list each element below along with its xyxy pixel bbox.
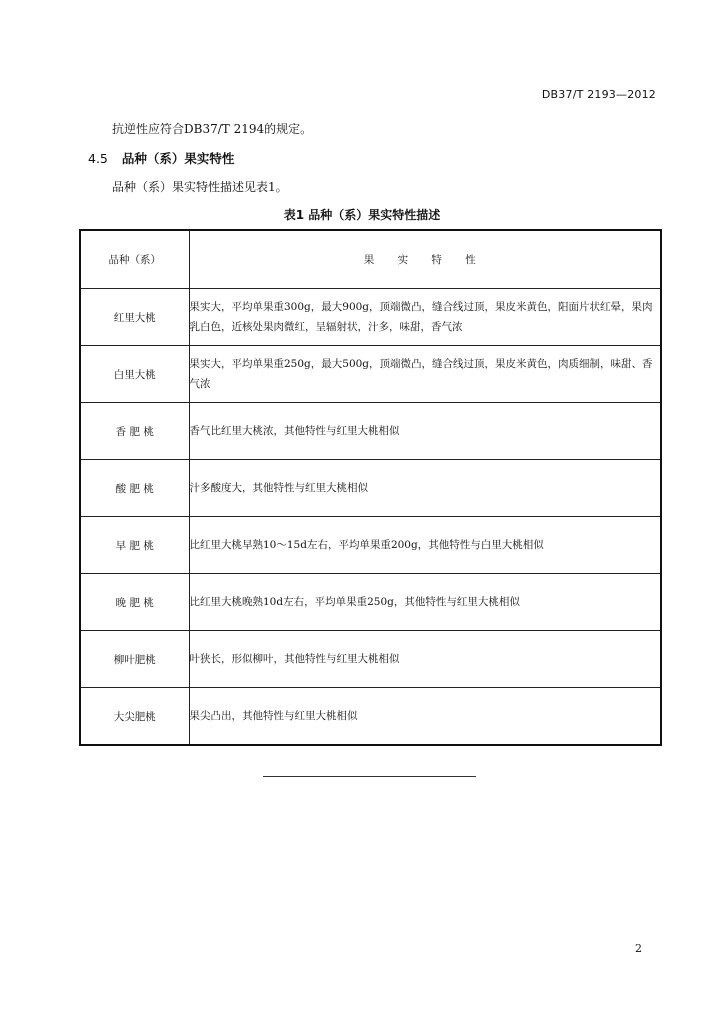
table-row [80, 346, 661, 403]
page-number: 2 [635, 942, 642, 955]
document-code: DB37/T 2193—2012 [541, 88, 656, 101]
description-cell: 果实大，平均单果重250g，最大500g，顶端微凸，缝合线过顶，果皮米黄色，肉质细制，味甜、香气浓 [189, 346, 661, 403]
paragraph-resistance: 抗逆性应符合DB37/T 2194的规定。 [112, 122, 313, 136]
description-cell: 比红里大桃早熟10～15d左右，平均单果重200g，其他特性与白里大桃相似 [189, 517, 661, 574]
table-header-row [80, 230, 661, 289]
section-heading [88, 149, 234, 167]
table-row [80, 460, 661, 517]
description-cell: 汁多酸度大，其他特性与红里大桃相似 [189, 460, 661, 517]
paragraph-table-reference: 品种（系）果实特性描述见表1。 [112, 180, 288, 194]
table-row [80, 574, 661, 631]
table-caption: 表1 品种（系）果实特性描述 [283, 208, 441, 222]
table-row [80, 289, 661, 346]
description-cell: 香气比红里大桃浓，其他特性与红里大桃相似 [189, 403, 661, 460]
description-cell: 比红里大桃晚熟10d左右，平均单果重250g，其他特性与红里大桃相似 [189, 574, 661, 631]
description-cell: 叶狭长，形似柳叶，其他特性与红里大桃相似 [189, 631, 661, 688]
description-cell: 果实大，平均单果重300g，最大900g，顶端微凸，缝合线过顶，果皮米黄色，阳面片状红晕，果肉乳白色，近核处果肉微红，呈辐射状，汁多，味甜，香气浓 [189, 289, 661, 346]
variety-cell: 晚 肥 桃 [80, 574, 189, 631]
fruit-characteristics-table [79, 229, 662, 746]
variety-cell: 早 肥 桃 [80, 517, 189, 574]
variety-cell: 柳叶肥桃 [80, 631, 189, 688]
section-number: 4.5 [88, 151, 108, 166]
variety-cell: 香 肥 桃 [80, 403, 189, 460]
section-title: 品种（系）果实特性 [121, 151, 235, 166]
variety-cell: 酸 肥 桃 [80, 460, 189, 517]
table-row [80, 688, 661, 746]
table-row [80, 403, 661, 460]
table-row [80, 517, 661, 574]
table-row [80, 631, 661, 688]
header-fruit-characteristics: 果 实 特 性 [189, 230, 661, 289]
variety-cell: 大尖肥桃 [80, 688, 189, 746]
description-cell: 果尖凸出，其他特性与红里大桃相似 [189, 688, 661, 746]
variety-cell: 白里大桃 [80, 346, 189, 403]
header-variety: 品种（系） [80, 230, 189, 289]
variety-cell: 红里大桃 [80, 289, 189, 346]
end-rule [263, 776, 476, 777]
